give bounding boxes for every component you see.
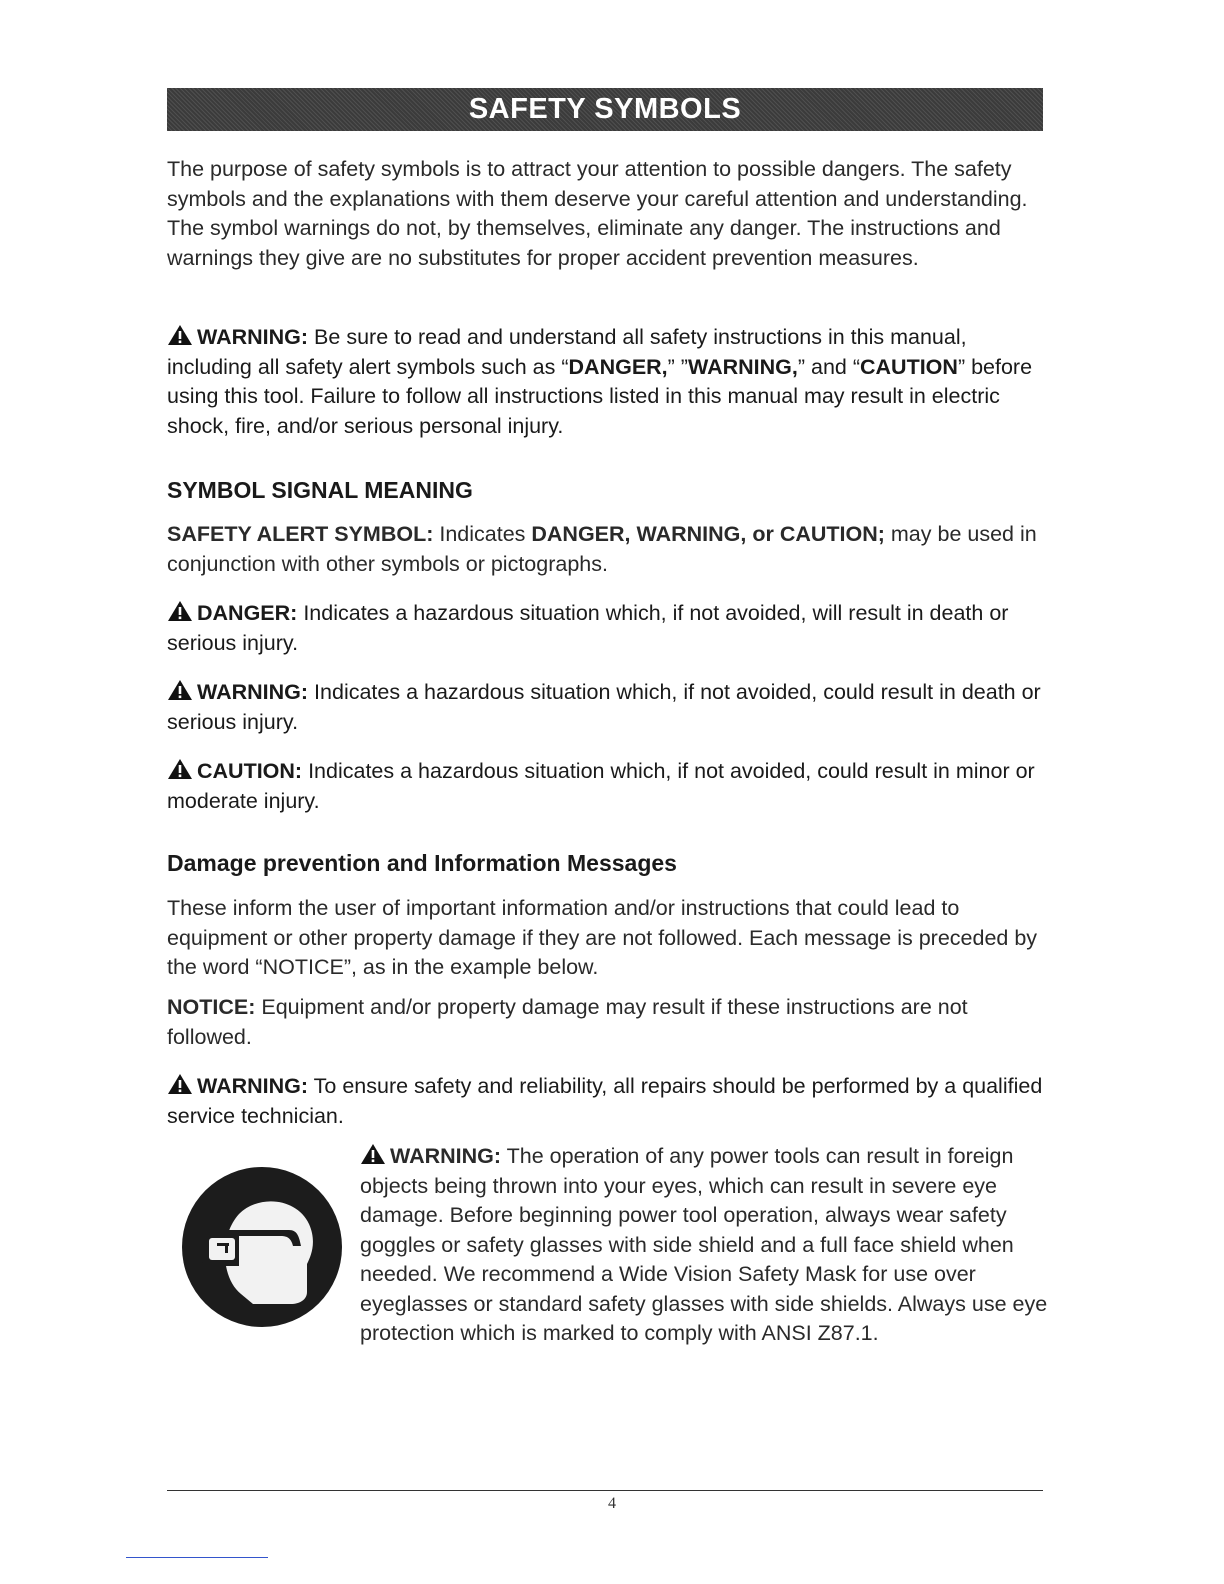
warning-label: WARNING: [197,1074,309,1098]
alert-triangle-icon [360,1143,386,1165]
alert-triangle-icon [167,679,193,701]
signal-words: DANGER, WARNING, or CAUTION; [531,522,885,546]
symbol-signal-heading: SYMBOL SIGNAL MEANING [167,477,473,503]
alert-triangle-icon [167,758,193,780]
alert-triangle-icon [167,1073,193,1095]
definition-text: Indicates a hazardous situation which, if not avoided, could result in minor or moderate injury. [167,759,1035,813]
warning-label: WARNING: [390,1144,502,1168]
quote-separator: ” and “ [797,354,860,379]
damage-prevention-paragraph: These inform the user of important information and/or instructions that could lead to equipment or other property damage if they are not followed. Each message is preceded by the word “NOTICE”, as in the example below. [167,896,1038,979]
warning-label: WARNING: [197,325,309,349]
danger-definition [167,599,1047,658]
warning-eye-protection [360,1142,1050,1349]
banner-title: SAFETY SYMBOLS [468,93,742,125]
warning-definition [167,678,1047,737]
warning-text: The operation of any power tools can result in foreign objects being thrown into your eyes, which can result in severe eye damage. Before beginning power tool operation, always wear safety goggles or safety glasses with side shield and a full face shield when needed. We recommend a Wide Vision Safety Mask for use over eyeglasses or standard safety glasses with side shields. Always use eye protection which is marked to comply with ANSI Z87.1. [360,1144,1048,1345]
section-banner [167,88,1043,131]
definition-text: Indicates [433,522,532,546]
intro-paragraph: The purpose of safety symbols is to attract your attention to possible dangers. The safety symbols and the explanations with them deserve your careful attention and understanding. The symbol warnings do not, by themselves, eliminate any danger. The instructions and warnings they give are no substitutes for proper accident prevention measures. [167,157,1028,270]
warning-text: To ensure safety and reliability, all repairs should be performed by a qualified service technician. [167,1074,1043,1128]
definition-text: may be used in conjunction with other symbols or pictographs. [167,522,1037,576]
footer-divider [167,1490,1043,1491]
notice-example [167,993,1047,1052]
definition-text: Indicates a hazardous situation which, if not avoided, will result in death or serious injury. [167,601,1009,655]
warning-read-manual [167,323,1047,441]
safety-alert-definition [167,520,1047,579]
warning-label: WARNING: [197,680,309,704]
notice-text: Equipment and/or property damage may result if these instructions are not followed. [167,995,968,1049]
definition-text: Indicates a hazardous situation which, if not avoided, could result in death or serious injury. [167,680,1041,734]
danger-label: DANGER: [197,601,298,625]
notice-label: NOTICE: [167,995,256,1019]
caution-definition [167,757,1047,816]
quote-separator: ” ” [667,354,688,379]
eye-protection-icon [181,1166,343,1328]
warning-text: Be sure to read and understand all safety instructions in this manual, including all safety alert symbols such as “ [167,325,967,379]
footer-link-underline [126,1557,268,1558]
damage-prevention-heading: Damage prevention and Information Messages [167,850,677,876]
warning-text: ” before using this tool. Failure to follow all instructions listed in this manual may result in electric shock, fire, and/or serious personal injury. [167,354,1033,438]
alert-triangle-icon [167,324,193,346]
warning-repairs [167,1072,1047,1131]
alert-triangle-icon [167,600,193,622]
safety-alert-label: SAFETY ALERT SYMBOL: [167,522,434,546]
caution-word: CAUTION [860,354,958,379]
page-number: 4 [608,1495,616,1512]
caution-label: CAUTION: [197,759,303,783]
danger-word: DANGER, [568,354,668,379]
warning-word: WARNING, [687,354,798,379]
